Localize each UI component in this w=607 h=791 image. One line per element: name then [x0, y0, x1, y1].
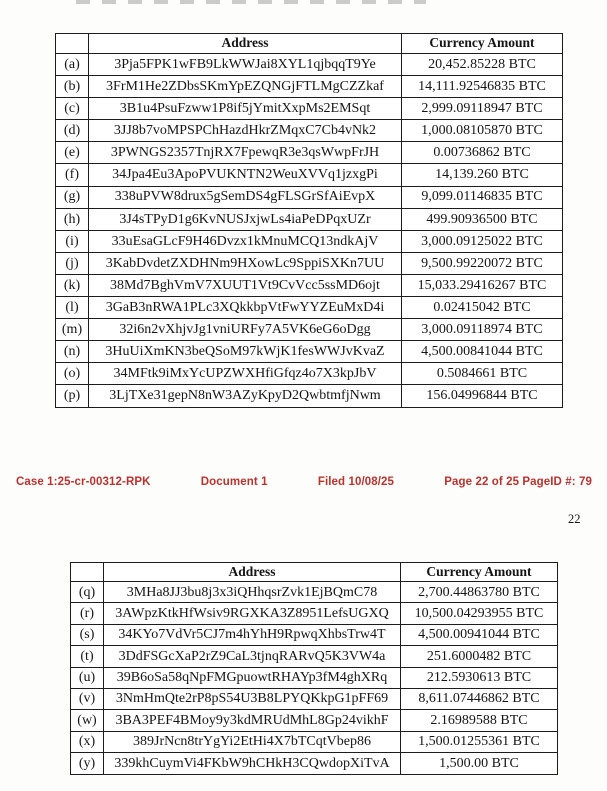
- table-row: [71, 667, 558, 688]
- table-row: [71, 710, 558, 731]
- amount-cell: 4,500.00941044 BTC: [401, 624, 558, 645]
- row-label: (b): [56, 76, 89, 98]
- table2-body: [71, 582, 558, 775]
- row-label: (o): [56, 363, 89, 385]
- table-row: [56, 274, 563, 296]
- amount-cell: 2.16989588 BTC: [401, 710, 558, 731]
- amount-cell: 0.00736862 BTC: [402, 142, 563, 164]
- cropped-text-artifact: [76, 0, 426, 4]
- table-row: [56, 120, 563, 142]
- row-label: (k): [56, 274, 89, 296]
- address-cell: 3LjTXe31gepN8nW3AZyKpyD2QwbtmfjNwm: [89, 385, 402, 407]
- row-label: (f): [56, 164, 89, 186]
- address-cell: 34Jpa4Eu3ApoPVUKNTN2WeuXVVq1jzxgPi: [89, 164, 402, 186]
- amount-cell: 1,500.00 BTC: [401, 753, 558, 774]
- amount-cell: 2,700.44863780 BTC: [401, 582, 558, 603]
- row-label: (n): [56, 341, 89, 363]
- table-row: [71, 624, 558, 645]
- address-column-header: Address: [104, 563, 401, 582]
- row-label: (q): [71, 582, 104, 603]
- row-label: (v): [71, 688, 104, 709]
- table-row: [56, 142, 563, 164]
- table-row: [71, 582, 558, 603]
- row-label: (i): [56, 230, 89, 252]
- row-label: (m): [56, 319, 89, 341]
- table-row: [56, 363, 563, 385]
- address-cell: 3PWNGS2357TnjRX7FpewqR3e3qsWwpFrJH: [89, 142, 402, 164]
- table-row: [56, 252, 563, 274]
- table-row: [56, 98, 563, 120]
- amount-cell: 0.5084661 BTC: [402, 363, 563, 385]
- stamp-filed-date: Filed 10/08/25: [317, 476, 395, 488]
- table-row: [71, 646, 558, 667]
- table-row: [56, 297, 563, 319]
- amount-cell: 4,500.00841044 BTC: [402, 341, 563, 363]
- table-row: [56, 319, 563, 341]
- amount-cell: 14,111.92546835 BTC: [402, 76, 563, 98]
- amount-cell: 3,000.09125022 BTC: [402, 230, 563, 252]
- amount-cell: 10,500.04293955 BTC: [401, 603, 558, 624]
- row-label: (r): [71, 603, 104, 624]
- row-label-header: [71, 563, 104, 582]
- amount-cell: 156.04996844 BTC: [402, 385, 563, 407]
- ecf-stamp: [16, 476, 592, 488]
- address-cell: 339khCuymVi4FKbW9hCHkH3CQwdopXiTvA: [104, 753, 401, 774]
- address-cell: 389JrNcn8trYgYi2EtHi4X7bTCqtVbep86: [104, 731, 401, 752]
- amount-cell: 3,000.09118974 BTC: [402, 319, 563, 341]
- address-column-header: Address: [89, 34, 402, 54]
- table-row: [56, 341, 563, 363]
- row-label: (t): [71, 646, 104, 667]
- address-cell: 338uPVW8drux5gSemDS4gFLSGrSfAiEvpX: [89, 186, 402, 208]
- address-cell: 3DdFSGcXaP2rZ9CaL3tjnqRARvQ5K3VW4a: [104, 646, 401, 667]
- table-row: [56, 76, 563, 98]
- amount-cell: 9,500.99220072 BTC: [402, 252, 563, 274]
- row-label: (p): [56, 385, 89, 407]
- table-row: [56, 164, 563, 186]
- row-label: (x): [71, 731, 104, 752]
- table-row: [56, 208, 563, 230]
- row-label: (j): [56, 252, 89, 274]
- address-cell: 3MHa8JJ3bu8j3x3iQHhqsrZvk1EjBQmC78: [104, 582, 401, 603]
- address-cell: 3BA3PEF4BMoy9y3kdMRUdMhL8Gp24vikhF: [104, 710, 401, 731]
- table-header-row: [56, 34, 563, 54]
- table-row: [56, 54, 563, 76]
- address-cell: 33uEsaGLcF9H46Dvzx1kMnuMCQ13ndkAjV: [89, 230, 402, 252]
- row-label: (u): [71, 667, 104, 688]
- amount-column-header: Currency Amount: [401, 563, 558, 582]
- address-cell: 3KabDvdetZXDHNm9HXowLc9SppiSXKn7UU: [89, 252, 402, 274]
- row-label: (a): [56, 54, 89, 76]
- address-cell: 32i6n2vXhjvJg1vniURFy7A5VK6eG6oDgg: [89, 319, 402, 341]
- table-row: [71, 753, 558, 774]
- address-cell: 3AWpzKtkHfWsiv9RGXKA3Z8951LefsUGXQ: [104, 603, 401, 624]
- amount-cell: 212.5930613 BTC: [401, 667, 558, 688]
- amount-cell: 20,452.85228 BTC: [402, 54, 563, 76]
- amount-cell: 499.90936500 BTC: [402, 208, 563, 230]
- row-label: (y): [71, 753, 104, 774]
- row-label: (w): [71, 710, 104, 731]
- table-row: [71, 688, 558, 709]
- amount-cell: 14,139.260 BTC: [402, 164, 563, 186]
- row-label: (h): [56, 208, 89, 230]
- amount-cell: 1,000.08105870 BTC: [402, 120, 563, 142]
- table-row: [56, 186, 563, 208]
- amount-cell: 1,500.01255361 BTC: [401, 731, 558, 752]
- address-cell: 34MFtk9iMxYcUPZWXHfiGfqz4o7X3kpJbV: [89, 363, 402, 385]
- stamp-case-number: Case 1:25-cr-00312-RPK: [16, 476, 151, 488]
- row-label: (e): [56, 142, 89, 164]
- amount-cell: 0.02415042 BTC: [402, 297, 563, 319]
- amount-cell: 251.6000482 BTC: [401, 646, 558, 667]
- address-cell: 3B1u4PsuFzww1P8if5jYmitXxpMs2EMSqt: [89, 98, 402, 120]
- address-cell: 34KYo7VdVr5CJ7m4hYhH9RpwqXhbsTrw4T: [104, 624, 401, 645]
- row-label: (s): [71, 624, 104, 645]
- address-cell: 3GaB3nRWA1PLc3XQkkbpVtFwYYZEuMxD4i: [89, 297, 402, 319]
- table-row: [56, 385, 563, 407]
- amount-cell: 8,611.07446862 BTC: [401, 688, 558, 709]
- table1-body: [56, 54, 563, 408]
- stamp-page-info: Page 22 of 25 PageID #: 79: [444, 476, 592, 488]
- amount-cell: 2,999.09118947 BTC: [402, 98, 563, 120]
- row-label: (g): [56, 186, 89, 208]
- table-header-row: [71, 563, 558, 582]
- address-cell: 3FrM1He2ZDbsSKmYpEZQNGjFTLMgCZZkaf: [89, 76, 402, 98]
- table-row: [56, 230, 563, 252]
- address-cell: 38Md7BghVmV7XUUT1Vt9CvVcc5ssMD6ojt: [89, 274, 402, 296]
- address-cell: 3JJ8b7voMPSPChHazdHkrZMqxC7Cb4vNk2: [89, 120, 402, 142]
- address-cell: 3Pja5FPK1wFB9LkWWJai8XYL1qjbqqT9Ye: [89, 54, 402, 76]
- address-cell: 39B6oSa58qNpFMGpuowtRHAYp3fM4ghXRq: [104, 667, 401, 688]
- amount-column-header: Currency Amount: [402, 34, 563, 54]
- stamp-document: Document 1: [200, 476, 268, 488]
- address-cell: 3J4sTPyD1g6KvNUSJxjwLs4iaPeDPqxUZr: [89, 208, 402, 230]
- address-cell: 3HuUiXmKN3beQSoM97kWjK1fesWWJvKvaZ: [89, 341, 402, 363]
- table-row: [71, 731, 558, 752]
- seized-addresses-table-1: [55, 33, 563, 408]
- row-label: (l): [56, 297, 89, 319]
- amount-cell: 9,099.01146835 BTC: [402, 186, 563, 208]
- row-label-header: [56, 34, 89, 54]
- seized-addresses-table-2: [70, 562, 558, 775]
- row-label: (c): [56, 98, 89, 120]
- page-number: 22: [568, 512, 581, 526]
- amount-cell: 15,033.29416267 BTC: [402, 274, 563, 296]
- table-row: [71, 603, 558, 624]
- address-cell: 3NmHmQte2rP8pS54U3B8LPYQKkpG1pFF69: [104, 688, 401, 709]
- row-label: (d): [56, 120, 89, 142]
